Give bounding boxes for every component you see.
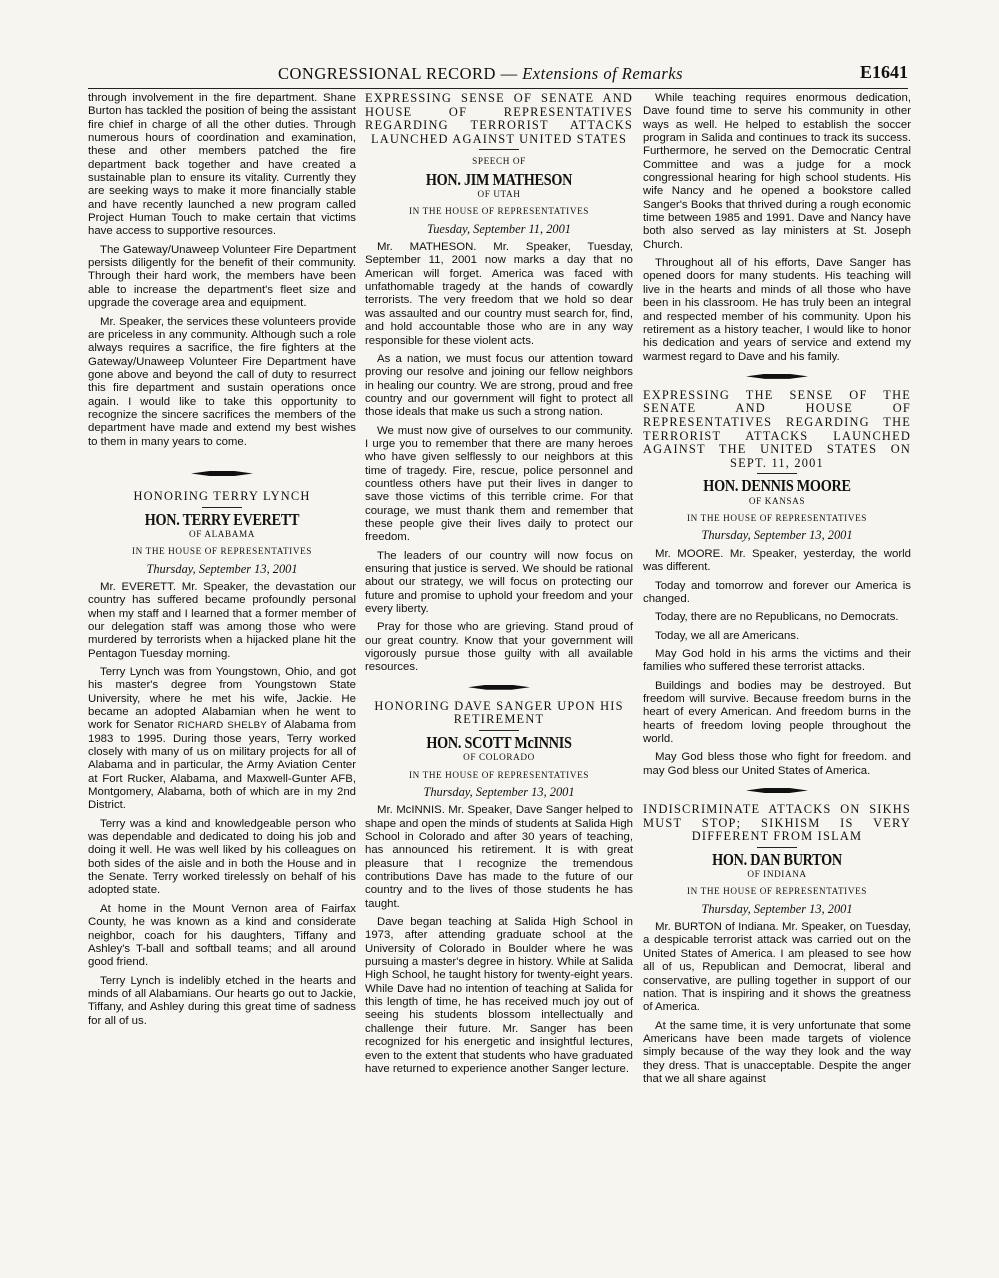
paragraph: The leaders of our country will now focus on ensuring that justice is served. We should be rational about our strategy, we will focus on protecting our future and promise to uphold your freedom and your every liberty. (365, 549, 633, 616)
column-2 (365, 92, 633, 1081)
chamber: IN THE HOUSE OF REPRESENTATIVES (686, 513, 867, 524)
paragraph (88, 666, 356, 813)
paragraph: May God bless those who fight for freedom. and may God bless our United States of America. (643, 751, 911, 777)
member-state: OF COLORADO (463, 752, 535, 763)
chamber: IN THE HOUSE OF REPRESENTATIVES (686, 886, 867, 897)
rule (757, 847, 797, 848)
paragraph: Throughout all of his efforts, Dave Sanger has opened doors for many students. His teaching will live in the hearts and minds of all those who have been in his classroom. He has truly been an integral and respected member of his community. Upon his retirement as a history teacher, I would like to honor his dedication and years of service and extend my warmest regard to Dave and his family. (643, 257, 911, 363)
rule (202, 507, 242, 508)
paragraph: Today and tomorrow and forever our America is changed. (643, 579, 911, 605)
publication-title: CONGRESSIONAL RECORD (278, 64, 496, 83)
remarks-date: Thursday, September 13, 2001 (701, 901, 853, 916)
remarks-date: Thursday, September 13, 2001 (701, 528, 853, 543)
member-name: HON. SCOTT McINNIS (426, 732, 572, 752)
running-head (278, 64, 683, 84)
section-divider (746, 374, 808, 379)
remarks-date: Tuesday, September 11, 2001 (427, 221, 571, 236)
member-state: OF UTAH (477, 189, 521, 200)
paragraph: Today, we all are Americans. (655, 629, 800, 642)
rule (757, 473, 797, 474)
paragraph: Buildings and bodies may be destroyed. But freedom will survive. Because freedom burns in the heart of every American. And freedom burns in the hearts of freedom loving people throughout the world. (643, 679, 911, 745)
speech-of: SPEECH OF (472, 156, 526, 167)
section-title: HONORING DAVE SANGER UPON HIS RETIREMENT (374, 698, 624, 727)
paragraph: Mr. MOORE. Mr. Speaker, yesterday, the world was different. (643, 547, 911, 574)
member-name: HON. DENNIS MOORE (703, 476, 851, 496)
member-name: HON. TERRY EVERETT (144, 509, 300, 529)
paragraph: Mr. McINNIS. Mr. Speaker, Dave Sanger helped to shape and open the minds of students at Salida High School in Colorado and after 30 years of teaching, has announced his retirement. It is with great pleasure that I recognize the tremendous contributions Dave has made to the future of our country and to the lives of those students he has taught. (365, 804, 633, 910)
section-name: Extensions of Remarks (522, 64, 684, 83)
remarks-date: Thursday, September 13, 2001 (146, 561, 298, 576)
paragraph: Mr. Speaker, the services these volunteers provide are priceless in any community. Although such a role always requires a sacrifice, the fire fighters at the Gateway/Unaweep Volunteer Fire Department have gone above and beyond the call of duty to resurrect this fire department and sustain operations once again. I would like to take this opportunity to recognize the sincere sacrifices the members of the department have made and extend my best wishes to them in many years to come. (88, 315, 356, 448)
paragraph: Today, there are no Republicans, no Democrats. (655, 611, 899, 624)
member-state: OF ALABAMA (189, 528, 255, 539)
text-run: Terry Lynch was from Youngstown, Ohio, and got his master's degree from Youngstown State University, where he met his wife, Jackie. He became an adopted Alabamian when he went to work for Senator (88, 665, 356, 732)
senator-name: RICHARD SHELBY (177, 720, 268, 732)
chamber: IN THE HOUSE OF REPRESENTATIVES (408, 206, 589, 217)
paragraph: Terry was a kind and knowledgeable person who was dependable and dedicated to doing his job and doing it well. He was well liked by his colleagues on both sides of the aisle and in both the House and in the Senate. Terry worked tirelessly on behalf of his adopted state. (88, 817, 356, 897)
section-divider (746, 788, 808, 793)
section-title: EXPRESSING SENSE OF SENATE AND HOUSE OF REPRESENTATIVES REGARDING TERRORIST ATTACKS LAUNCHED AGAINST UNITED STATES (365, 91, 633, 146)
section-divider (191, 471, 253, 476)
paragraph: While teaching requires enormous dedication, Dave found time to serve his community in other ways as well. He helped to establish the soccer program in Salida and continues to track its success. Furthermore, he served on the Democratic Central Committee and was a judge for a mock congressional hearing for high school students. His wife Nancy and he opened a bookstore called Sanger's Books that thrived during a rough economic time between 1985 and 1991. Dave and Nancy have both also served as lay ministers at St. Joseph Church. (643, 92, 911, 251)
column-3 (643, 92, 911, 1091)
paragraph: Mr. MATHESON. Mr. Speaker, Tuesday, September 11, 2001 now marks a day that no American will forget. America was faced with unfathomable tragedy at the hands of cowardly terrorists. The very freedom that we hold so dear was assaulted and our country must search for, find, and hold accountable those who are in any way responsible for these violent acts. (365, 241, 633, 347)
paragraph: The Gateway/Unaweep Volunteer Fire Department persists diligently for the benefit of their community. Through their hard work, the members have been able to increase the department's fleet size and upgrade the coverage area and equipment. (88, 243, 356, 310)
section-title: HONORING TERRY LYNCH (133, 488, 311, 503)
paragraph: At home in the Mount Vernon area of Fairfax County, he was known as a kind and considerate neighbor, coach for his daughters, Tiffany and Ashley's T-ball and softball teams; and all around good friend. (88, 902, 356, 969)
paragraph: We must now give of ourselves to our community. I urge you to remember that there are many heroes who have given selflessly to our neighbors at this time of tragedy. Fire, rescue, police personnel and countless others have put their lives in danger to save those victims of this terrible crime. For that courage, we must thank them and remember that these people give their lives daily to protect our freedom. (365, 424, 633, 544)
paragraph: Terry Lynch is indelibly etched in the hearts and minds of all Alabamians. Our hearts go out to Jackie, Tiffany, and Ashley during this great time of sadness for all of us. (88, 974, 356, 1027)
section-title: INDISCRIMINATE ATTACKS ON SIKHS MUST STOP; SIKHISM IS VERY DIFFERENT FROM ISLAM (643, 801, 911, 844)
text-run: of Alabama from 1983 to 1995. During those years, Terry worked closely with many of us on military projects for all of Alabama and in particular, the Army Aviation Center at Fort Rucker, Alabama, and Maxwell-Gunter AFB, Montgomery, Alabama, both of which are in my 2nd District. (88, 719, 357, 812)
paragraph: May God hold in his arms the victims and their families who suffered these terrorist attacks. (643, 647, 911, 674)
paragraph: At the same time, it is very unfortunate that some Americans have been made targets of violence simply because of the way they look and the way they dress. That is unacceptable. Despite the anger that we all share against (643, 1019, 911, 1085)
rule (479, 730, 519, 731)
remarks-date: Thursday, September 13, 2001 (423, 784, 575, 799)
paragraph: Mr. BURTON of Indiana. Mr. Speaker, on Tuesday, a despicable terrorist attack was carried out on the United States of America. I am pleased to see how all of us, Republican and Democrat, liberal and conservative, are pulling together in support of our nation. That is inspiring and it shows the greatness of America. (643, 921, 911, 1014)
page-header (88, 64, 908, 89)
member-name: HON. DAN BURTON (712, 849, 842, 869)
member-state: OF INDIANA (747, 869, 807, 880)
section-divider (468, 685, 530, 690)
page-number: E1641 (859, 62, 908, 82)
member-state: OF KANSAS (748, 495, 806, 506)
section-title: EXPRESSING THE SENSE OF THE SENATE AND HOUSE OF REPRESENTATIVES REGARDING THE TERRORIST ATTACKS LAUNCHED AGAINST THE UNITED STATES ON SEPT. 11, 2001 (643, 387, 911, 470)
member-name: HON. JIM MATHESON (425, 169, 573, 189)
paragraph: Mr. EVERETT. Mr. Speaker, the devastation our country has suffered became profoundly personal when my staff and I learned that a former member of our delegation staff was among those who were murdered by terrorists when a hijacked plane hit the Pentagon Tuesday morning. (88, 580, 356, 660)
column-1 (88, 92, 356, 1033)
rule (479, 149, 519, 150)
paragraph: through involvement in the fire department. Shane Burton has tackled the position of being the assistant fire chief in charge of all the other duties. Through numerous hours of coordination and examination, these and other members patched the fire department back together and have created a sustainable plan to ensure its vitality. Currently they are seeking ways to make it more financially stable and have recently launched a new program called Project Human Touch to make certain that victims have access to supportive resources. (88, 92, 356, 238)
paragraph: Pray for those who are grieving. Stand proud of our great country. Know that your government will vigorously pursue those guilty with all available resources. (365, 621, 633, 674)
paragraph: As a nation, we must focus our attention toward proving our resolve and joining our fellow neighbors in healing our country. We are strong, proud and free country and our government will fight to protect all those ideals that make us such a strong nation. (365, 352, 633, 419)
paragraph: Dave began teaching at Salida High School in 1973, after attending graduate school at the University of Colorado in Boulder where he was pursuing a master's degree in history. While at Salida High School, he taught history for twenty-eight years. While Dave had no intention of teaching at Salida for this length of time, he has received much joy out of seeing his students blossom intellectually and challenge their future. Mr. Sanger has been recognized for his energetic and insightful lectures, even to the extent that students who have graduated have returned to experience another Sanger lecture. (365, 916, 633, 1075)
header-separator: — (495, 64, 523, 83)
chamber: IN THE HOUSE OF REPRESENTATIVES (131, 546, 312, 557)
chamber: IN THE HOUSE OF REPRESENTATIVES (408, 769, 589, 780)
